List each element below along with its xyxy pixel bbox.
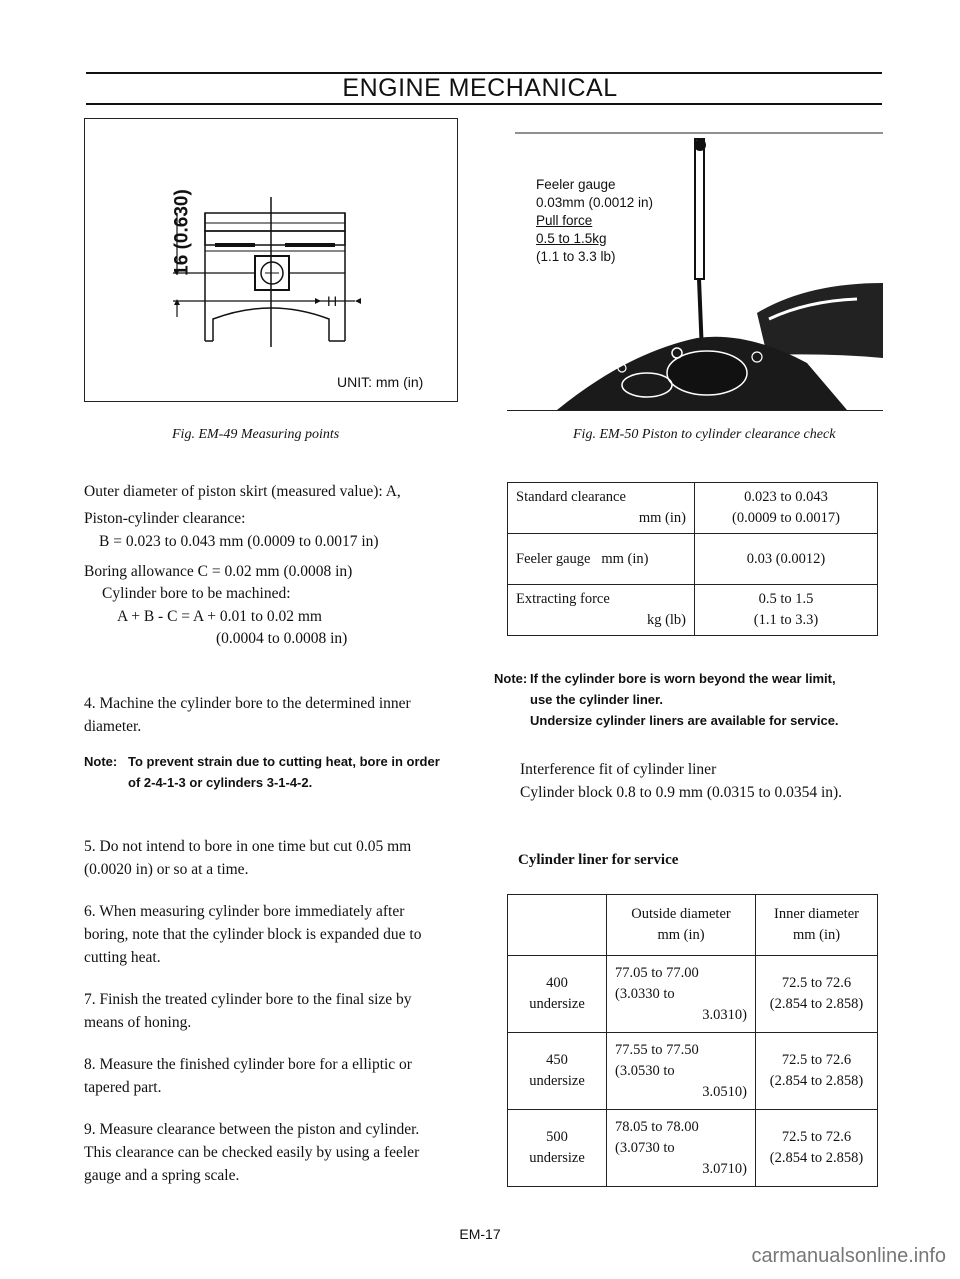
- unit-label: UNIT: mm (in): [337, 374, 424, 390]
- figure-em50: [507, 123, 883, 411]
- cell-id: 72.5 to 72.6: [781, 975, 852, 991]
- liner-heading: Cylinder liner for service: [518, 852, 679, 868]
- note-2: [494, 669, 894, 733]
- table-row: [508, 895, 878, 956]
- cell-od: 3.0310): [702, 1006, 747, 1023]
- liner-table: [507, 894, 878, 1187]
- cell-od: 3.0510): [702, 1083, 747, 1100]
- piston-diagram: [85, 119, 457, 401]
- note-2-line-3: Undersize cylinder liners are available for service.: [530, 713, 839, 728]
- cell-label: Extracting force: [516, 591, 610, 607]
- cell-id: 72.5 to 72.6: [781, 1129, 852, 1145]
- interference-line-2: Cylinder block 0.8 to 0.9 mm (0.0315 to 0.0354 in).: [520, 784, 843, 801]
- formula-line-6: A + B - C = A + 0.01 to 0.02 mm: [117, 608, 322, 625]
- header-rule-bottom: [86, 103, 882, 105]
- cell-od: 77.05 to 77.00: [615, 964, 699, 981]
- note-1-line-2: of 2-4-1-3 or cylinders 3-1-4-2.: [128, 775, 313, 790]
- formula-line-4: Boring allowance C = 0.02 mm (0.0008 in): [84, 563, 353, 580]
- feeler-label-5: (1.1 to 3.3 lb): [536, 249, 616, 264]
- step-6-line-3: cutting heat.: [84, 949, 161, 966]
- step-9-line-3: gauge and a spring scale.: [84, 1167, 240, 1184]
- formula-line-3: B = 0.023 to 0.043 mm (0.0009 to 0.0017 in): [99, 533, 379, 550]
- formula-line-1: Outer diameter of piston skirt (measured value): A,: [84, 483, 401, 500]
- figure-em50-caption: Fig. EM-50 Piston to cylinder clearance check: [573, 427, 836, 442]
- cell-label: Standard clearance: [516, 489, 626, 505]
- feeler-gauge-photo: [507, 123, 883, 410]
- cell-undersize: undersize: [529, 1073, 585, 1089]
- cell-unit: mm (in): [638, 510, 686, 526]
- figure-em49: [84, 118, 458, 402]
- watermark: carmanualsonline.info: [751, 1245, 946, 1267]
- cell-value: (1.1 to 3.3): [753, 612, 819, 628]
- cell-unit: kg (lb): [646, 612, 686, 628]
- feeler-label-2: 0.03mm (0.0012 in): [536, 195, 654, 210]
- column-header: Inner diameter: [774, 906, 859, 922]
- cell-od: 3.0710): [702, 1160, 747, 1177]
- cell-od: 77.55 to 77.50: [615, 1041, 699, 1058]
- cell-od: (3.0330 to: [615, 985, 675, 1002]
- feeler-label-1: Feeler gauge: [536, 177, 616, 192]
- feeler-label-3: Pull force: [536, 213, 593, 228]
- step-8-line-2: tapered part.: [84, 1079, 162, 1096]
- table-row: [508, 956, 878, 1033]
- cell-label: Feeler gauge mm (in): [516, 550, 649, 567]
- step-6-line-1: 6. When measuring cylinder bore immediately after: [84, 903, 405, 920]
- table-row: [508, 483, 878, 534]
- formula-line-2: Piston-cylinder clearance:: [84, 510, 246, 527]
- cell-value: 0.5 to 1.5: [758, 591, 814, 607]
- step-7-line-2: means of honing.: [84, 1014, 192, 1031]
- note-1: [84, 752, 464, 794]
- note-1-line-1: To prevent strain due to cutting heat, bore in order: [128, 754, 440, 769]
- interference-line-1: Interference fit of cylinder liner: [520, 761, 717, 778]
- cell-id: 72.5 to 72.6: [781, 1052, 852, 1068]
- cell-od: (3.0530 to: [615, 1062, 675, 1079]
- step-9-line-1: 9. Measure clearance between the piston and cylinder.: [84, 1121, 420, 1138]
- cell-value: (0.0009 to 0.0017): [732, 510, 840, 526]
- feeler-label-4: 0.5 to 1.5kg: [536, 231, 607, 246]
- step-9-line-2: This clearance can be checked easily by using a feeler: [84, 1144, 420, 1161]
- table-row: [508, 1033, 878, 1110]
- cell-id: (2.854 to 2.858): [769, 1150, 864, 1166]
- cell-value: 0.03 (0.0012): [746, 550, 826, 567]
- clearance-table: [507, 482, 878, 636]
- page-title: ENGINE MECHANICAL: [342, 74, 618, 102]
- step-8-line-1: 8. Measure the finished cylinder bore for a elliptic or: [84, 1056, 412, 1073]
- cell-undersize: undersize: [529, 996, 585, 1012]
- step-5-line-1: 5. Do not intend to bore in one time but cut 0.05 mm: [84, 838, 412, 855]
- cell-size: 450: [546, 1052, 568, 1068]
- column-header: mm (in): [792, 927, 841, 943]
- cell-value: 0.023 to 0.043: [744, 489, 828, 505]
- step-5-line-2: (0.0020 in) or so at a time.: [84, 861, 249, 878]
- step-4-line-1: 4. Machine the cylinder bore to the determined inner: [84, 695, 411, 712]
- page-number: EM-17: [459, 1226, 501, 1242]
- note-2-label: Note:: [494, 671, 528, 686]
- note-2-line-2: use the cylinder liner.: [530, 692, 663, 707]
- formula-line-5: Cylinder bore to be machined:: [102, 585, 291, 602]
- formula-line-7: (0.0004 to 0.0008 in): [216, 630, 348, 647]
- table-row: [508, 1110, 878, 1187]
- table-row: [508, 534, 878, 585]
- table-row: [508, 585, 878, 636]
- cell-od: 78.05 to 78.00: [615, 1118, 699, 1135]
- note-2-line-1: If the cylinder bore is worn beyond the wear limit,: [530, 671, 836, 686]
- cell-id: (2.854 to 2.858): [769, 996, 864, 1012]
- column-header: mm (in): [657, 927, 705, 943]
- cell-size: 500: [546, 1129, 568, 1145]
- column-header: Outside diameter: [631, 906, 731, 922]
- step-7-line-1: 7. Finish the treated cylinder bore to the final size by: [84, 991, 412, 1008]
- note-1-label: Note:: [84, 754, 118, 769]
- dimension-label: 16 (0.630): [171, 189, 193, 276]
- cell-size: 400: [546, 975, 568, 991]
- h-label: H: [327, 293, 338, 309]
- cell-od: (3.0730 to: [615, 1139, 675, 1156]
- cell-undersize: undersize: [529, 1150, 585, 1166]
- step-6-line-2: boring, note that the cylinder block is expanded due to: [84, 926, 422, 943]
- figure-em49-caption: Fig. EM-49 Measuring points: [172, 427, 340, 442]
- cell-id: (2.854 to 2.858): [769, 1073, 864, 1089]
- step-4-line-2: diameter.: [84, 718, 142, 735]
